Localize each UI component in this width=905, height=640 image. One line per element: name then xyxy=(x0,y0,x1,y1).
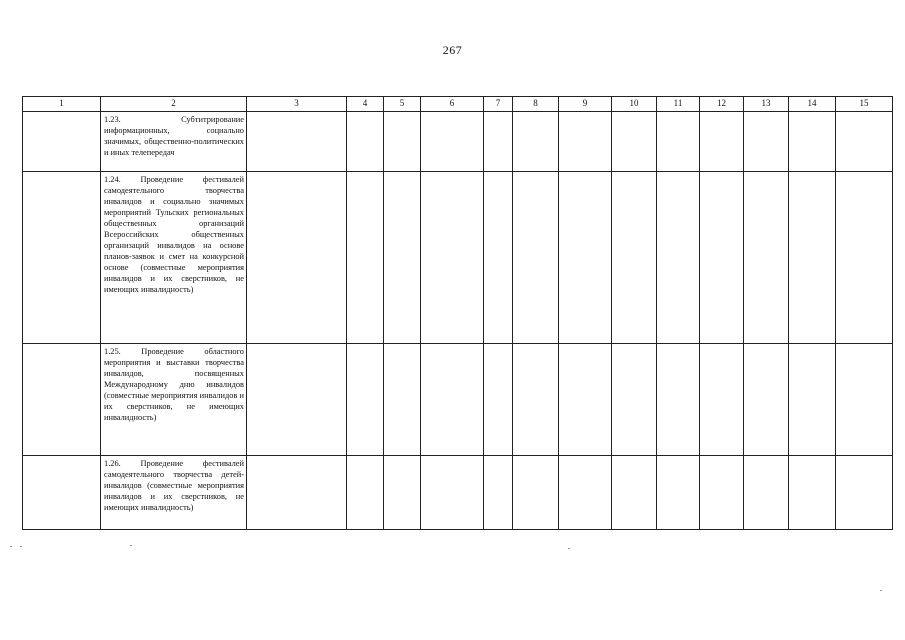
table-cell xyxy=(484,112,513,172)
table-cell xyxy=(513,172,559,344)
table-cell xyxy=(347,344,384,456)
column-header: 6 xyxy=(421,97,484,112)
row-description: 1.25. Проведение областного мероприятия и выставки творчества инвалидов, посвященных Международному дню инвалидов (совместные мероприятия инвалидов и их сверстников, не имеющих инвалидность) xyxy=(101,344,247,456)
table-cell xyxy=(247,344,347,456)
table-cell xyxy=(421,172,484,344)
row-description: 1.26. Проведение фестивалей самодеятельного творчества детей-инвалидов (совместные мероприятия инвалидов и их сверстников, не имеющих инвалидность) xyxy=(101,456,247,530)
table-cell xyxy=(384,344,421,456)
table-cell xyxy=(559,456,612,530)
table-cell xyxy=(657,344,700,456)
column-header: 14 xyxy=(789,97,836,112)
table-cell xyxy=(836,172,893,344)
table-cell xyxy=(347,456,384,530)
table-cell xyxy=(347,172,384,344)
page-number: 267 xyxy=(442,43,463,57)
table-cell xyxy=(23,344,101,456)
scan-speck xyxy=(20,546,22,547)
table-cell xyxy=(789,344,836,456)
table-cell xyxy=(559,344,612,456)
header-row xyxy=(23,97,893,112)
column-header: 15 xyxy=(836,97,893,112)
scan-speck xyxy=(568,548,570,549)
column-header: 13 xyxy=(744,97,789,112)
table-cell xyxy=(484,344,513,456)
table-cell xyxy=(421,344,484,456)
table-cell xyxy=(484,456,513,530)
table-cell xyxy=(612,344,657,456)
table-cell xyxy=(247,172,347,344)
table-cell xyxy=(789,112,836,172)
scan-speck xyxy=(880,590,882,591)
table-row xyxy=(23,456,893,530)
table-cell xyxy=(384,172,421,344)
column-header: 11 xyxy=(657,97,700,112)
table-cell xyxy=(247,456,347,530)
table-cell xyxy=(247,112,347,172)
table-cell xyxy=(384,456,421,530)
table-cell xyxy=(513,456,559,530)
column-header: 4 xyxy=(347,97,384,112)
row-description: 1.24. Проведение фестивалей самодеятельного творчества инвалидов и социально значимых мероприятий Тульских региональных общественных организаций Всероссийских общественных организаций инвалидов на основе планов-заявок и смет на конкурсной основе (совместные мероприятия инвалидов и их сверстников, не имеющих инвалидность) xyxy=(101,172,247,344)
table-cell xyxy=(23,172,101,344)
table-cell xyxy=(384,112,421,172)
column-header: 5 xyxy=(384,97,421,112)
table-cell xyxy=(836,344,893,456)
scan-speck xyxy=(10,546,12,547)
column-header: 10 xyxy=(612,97,657,112)
table-cell xyxy=(744,112,789,172)
column-header: 12 xyxy=(700,97,744,112)
column-header: 3 xyxy=(247,97,347,112)
column-header: 9 xyxy=(559,97,612,112)
table-cell xyxy=(612,172,657,344)
table-cell xyxy=(559,172,612,344)
column-header: 2 xyxy=(101,97,247,112)
table-row xyxy=(23,112,893,172)
column-header: 8 xyxy=(513,97,559,112)
table-cell xyxy=(700,456,744,530)
table-cell xyxy=(23,112,101,172)
table-cell xyxy=(836,112,893,172)
table-cell xyxy=(744,172,789,344)
table-cell xyxy=(700,344,744,456)
table-cell xyxy=(421,112,484,172)
table-row xyxy=(23,172,893,344)
table-cell xyxy=(484,172,513,344)
data-table xyxy=(22,96,893,530)
table-cell xyxy=(513,112,559,172)
table-cell xyxy=(23,456,101,530)
table-cell xyxy=(612,456,657,530)
table-cell xyxy=(700,172,744,344)
table-cell xyxy=(744,456,789,530)
column-header: 1 xyxy=(23,97,101,112)
table-cell xyxy=(657,456,700,530)
table-cell xyxy=(836,456,893,530)
table-cell xyxy=(347,112,384,172)
scan-speck xyxy=(130,545,132,546)
table-cell xyxy=(657,172,700,344)
table-cell xyxy=(744,344,789,456)
table-cell xyxy=(513,344,559,456)
column-header: 7 xyxy=(484,97,513,112)
table-cell xyxy=(421,456,484,530)
table-cell xyxy=(789,456,836,530)
table-cell xyxy=(700,112,744,172)
table-cell xyxy=(559,112,612,172)
table-cell xyxy=(789,172,836,344)
table-cell xyxy=(612,112,657,172)
table-row xyxy=(23,344,893,456)
row-description: 1.23. Субтитрирование информационных, социально значимых, общественно-политических и иных телепередач xyxy=(101,112,247,172)
table-cell xyxy=(657,112,700,172)
